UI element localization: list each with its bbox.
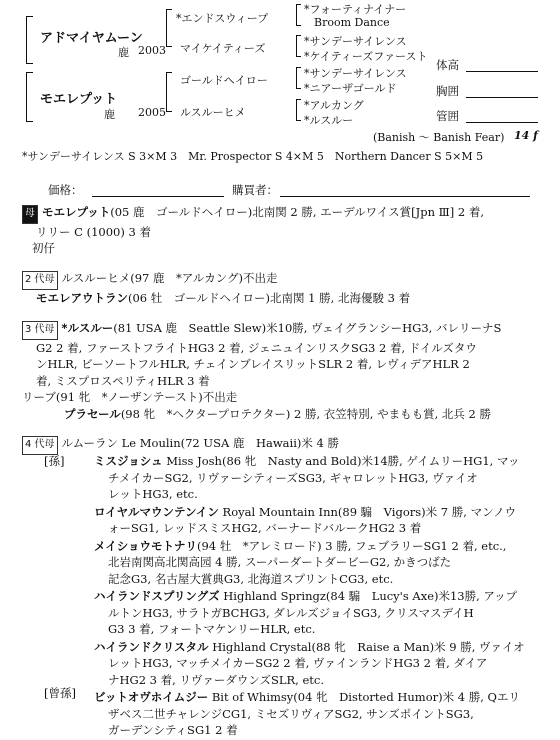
gen3-4: *サンデーサイレンス bbox=[304, 67, 407, 80]
dam-tag: 母 bbox=[22, 205, 38, 224]
gen3-0: *フォーティナイナー bbox=[304, 3, 407, 16]
dam-section-text: (05 鹿 ゴールドヘイロー)北南関 2 勝, エーデルワイス賞[Jpn Ⅲ] 2 着, bbox=[110, 205, 485, 219]
entry-4-name: ハイランドクリスタル bbox=[94, 639, 209, 654]
height-label: 体高 bbox=[436, 58, 459, 72]
gen3-bracket-1 bbox=[296, 35, 301, 57]
entry-0-l2: チメイカーSG2, リヴァーシティーズSG3, ギャロレットHG3, ヴァイオ bbox=[108, 470, 478, 485]
gen2-line1: ルスルーヒメ(97 鹿 *アルカング)不出走 bbox=[61, 271, 278, 285]
cannon-label: 管囲 bbox=[436, 109, 459, 123]
family-text: (Banish 〜 Banish Fear) bbox=[373, 131, 505, 144]
sire-color: 鹿 bbox=[118, 46, 129, 59]
entry-1-l1: Royal Mountain Inn(89 騸 Vigors)米 7 勝, マンノウ bbox=[218, 504, 517, 519]
entry-2-l1: (94 牡 *アレミロード) 3 勝, フェブラリーSG1 2 着, etc., bbox=[197, 538, 507, 553]
descendant-list bbox=[94, 453, 550, 739]
list-item bbox=[94, 689, 550, 739]
gen2-bracket-bottom bbox=[166, 72, 172, 112]
gen2-3: ルスルーヒメ bbox=[180, 106, 246, 119]
entry-4-l2: レットHG3, マッチメイカーSG2 2 着, ヴァインランドHG3 2 着, ダイア bbox=[108, 656, 488, 670]
list-item bbox=[94, 588, 550, 638]
gen3-3: *ケイティーズファースト bbox=[304, 50, 428, 63]
dam-section-name: モエレプット bbox=[42, 205, 111, 219]
entry-3-l2: ルトンHG3, サラトガBCHG3, ダレルズジョイSG3, クリスマスデイH bbox=[108, 605, 474, 620]
gen4-tag: 4 代母 bbox=[22, 436, 58, 455]
gen3-bracket-0 bbox=[296, 4, 301, 26]
sire-year: 2003 bbox=[138, 44, 166, 57]
dam-year: 2005 bbox=[138, 106, 166, 119]
gen3-tag: 3 代母 bbox=[22, 321, 58, 340]
gen3-line5: リーブ(91 牝 *ノーザンテースト)不出走 bbox=[22, 390, 238, 404]
list-item bbox=[94, 504, 550, 537]
entry-5-name: ビットオヴホイムジー bbox=[94, 690, 209, 704]
entry-1-name: ロイヤルマウンテンイン bbox=[94, 504, 219, 519]
entry-3-l3: G3 3 着, フォートマケンリーHLR, etc. bbox=[108, 622, 316, 636]
price-label: 価格： bbox=[48, 183, 83, 197]
entry-1-l2: ォーSG1, レッドスミスHG2, バーナードバルークHG2 3 着 bbox=[108, 521, 422, 535]
gen2-section bbox=[22, 270, 550, 306]
gen3-7: *ルスルー bbox=[304, 114, 354, 127]
dam-section-text3: 初仔 bbox=[32, 241, 55, 255]
entry-0-name: ミスジョシュ bbox=[94, 454, 163, 468]
entry-0-l1: Miss Josh(86 牝 Nasty and Bold)米14勝, ゲイムリーHG1, マッ bbox=[162, 454, 520, 468]
dam-color: 鹿 bbox=[104, 108, 115, 121]
gen4-section bbox=[22, 435, 550, 455]
chest-label: 胸囲 bbox=[436, 84, 459, 98]
entry-5-l1: Bit of Whimsy(04 牝 Distorted Humor)米 4 勝, Qエリ bbox=[208, 690, 520, 704]
gen2-2: ゴールドヘイロー bbox=[180, 74, 268, 87]
gen2-bracket-top bbox=[166, 9, 172, 47]
entry-0-l3: レットHG3, etc. bbox=[108, 487, 198, 501]
gen3-5: *ニアーザゴールド bbox=[304, 82, 397, 95]
chest-line bbox=[466, 97, 538, 98]
gen3-section bbox=[22, 320, 550, 422]
sire-name: アドマイヤムーン bbox=[40, 31, 143, 46]
gen3-2: *サンデーサイレンス bbox=[304, 35, 407, 48]
gen2-line2: (06 牡 ゴールドヘイロー)北南関 1 勝, 北海優駿 3 着 bbox=[128, 290, 411, 305]
greatgrandchild-tag: [曾孫] bbox=[44, 686, 76, 700]
entry-2-l2: 北岩南関高北関高园 4 勝, スーパーダートダービーG2, かきつばた bbox=[108, 555, 452, 569]
entry-5-l2: ザベス二世チャレンジCG1, ミセズリヴィアSG2, サンズポイントSG3, bbox=[108, 706, 474, 721]
list-item bbox=[94, 639, 550, 689]
entry-3-l1: Highland Springz(84 騸 Lucy's Axe)米13勝, アップ bbox=[219, 589, 518, 603]
gen2-0: *エンドスウィープ bbox=[176, 12, 269, 25]
price-line[interactable] bbox=[92, 196, 224, 197]
entry-4-l3: ナHG2 3 着, リヴァーダウンズSLR, etc. bbox=[108, 672, 325, 687]
gen4-line1: ルムーラン Le Moulin(72 USA 鹿 Hawaii)米 4 勝 bbox=[61, 436, 339, 450]
cannon-line bbox=[466, 122, 538, 123]
buyer-label: 購買者： bbox=[232, 183, 278, 197]
entry-2-name: メイショウモトナリ bbox=[94, 538, 198, 553]
dam-section-text2: リリー C (1000) 3 着 bbox=[36, 224, 151, 239]
dam-section bbox=[22, 204, 550, 257]
gen2-tag: 2 代母 bbox=[22, 271, 58, 290]
list-item bbox=[94, 453, 550, 503]
dam-name: モエレプット bbox=[40, 92, 118, 107]
height-line bbox=[466, 71, 538, 72]
entry-3-name: ハイランドスプリングズ bbox=[94, 589, 220, 603]
gen2-1: マイケイティーズ bbox=[180, 42, 266, 55]
inbreeding-text: *サンデーサイレンス S 3×M 3 Mr. Prospector S 4×M 5 Northern Dancer S 5×M 5 bbox=[22, 150, 484, 163]
gen3-line3: ンHLR, ビーソートフルHLR, チェインブレイスリットSLR 2 着, レヴィデアHLR 2 bbox=[36, 357, 470, 371]
gen3-line2: G2 2 着, ファーストフライトHG3 2 着, ジェニュインリスクSG3 2 着, ドイルズタウ bbox=[36, 340, 477, 355]
gen3-line6-name: プラセール bbox=[64, 406, 121, 421]
gen3-1: Broom Dance bbox=[314, 16, 390, 29]
gen3-name: *ルスルー bbox=[61, 321, 114, 335]
gen3-line6: (98 牝 *ヘクタープロテクター) 2 勝, 衣笠特別, やまもも賞, 北兵 2 勝 bbox=[120, 406, 492, 421]
gen3-bracket-3 bbox=[296, 99, 301, 121]
entry-5-l3: ガーデンシティSG1 2 着 bbox=[108, 723, 238, 737]
gen3-bracket-2 bbox=[296, 67, 301, 89]
family-number: 14 f bbox=[514, 129, 538, 142]
gen2-line2-name: モエレアウトラン bbox=[36, 290, 128, 305]
sire-bracket bbox=[26, 16, 33, 64]
gen3-line4: 着, ミスプロスペリティHLR 3 着 bbox=[36, 373, 210, 388]
dam-bracket bbox=[26, 72, 33, 122]
grandchild-tag: [孫] bbox=[44, 454, 65, 468]
buyer-line[interactable] bbox=[280, 196, 530, 197]
gen3-6: *アルカング bbox=[304, 99, 364, 112]
entry-4-l1: Highland Crystal(88 牝 Raise a Man)米 9 勝, ヴァイオ bbox=[208, 639, 525, 654]
entry-2-l3: 記念G3, 名古屋大賞典G3, 北海道スプリントCG3, etc. bbox=[108, 571, 394, 586]
gen3-line1: (81 USA 鹿 Seattle Slew)米10勝, ヴェイグランシーHG3, バレリーナS bbox=[113, 321, 502, 335]
list-item bbox=[94, 538, 550, 588]
